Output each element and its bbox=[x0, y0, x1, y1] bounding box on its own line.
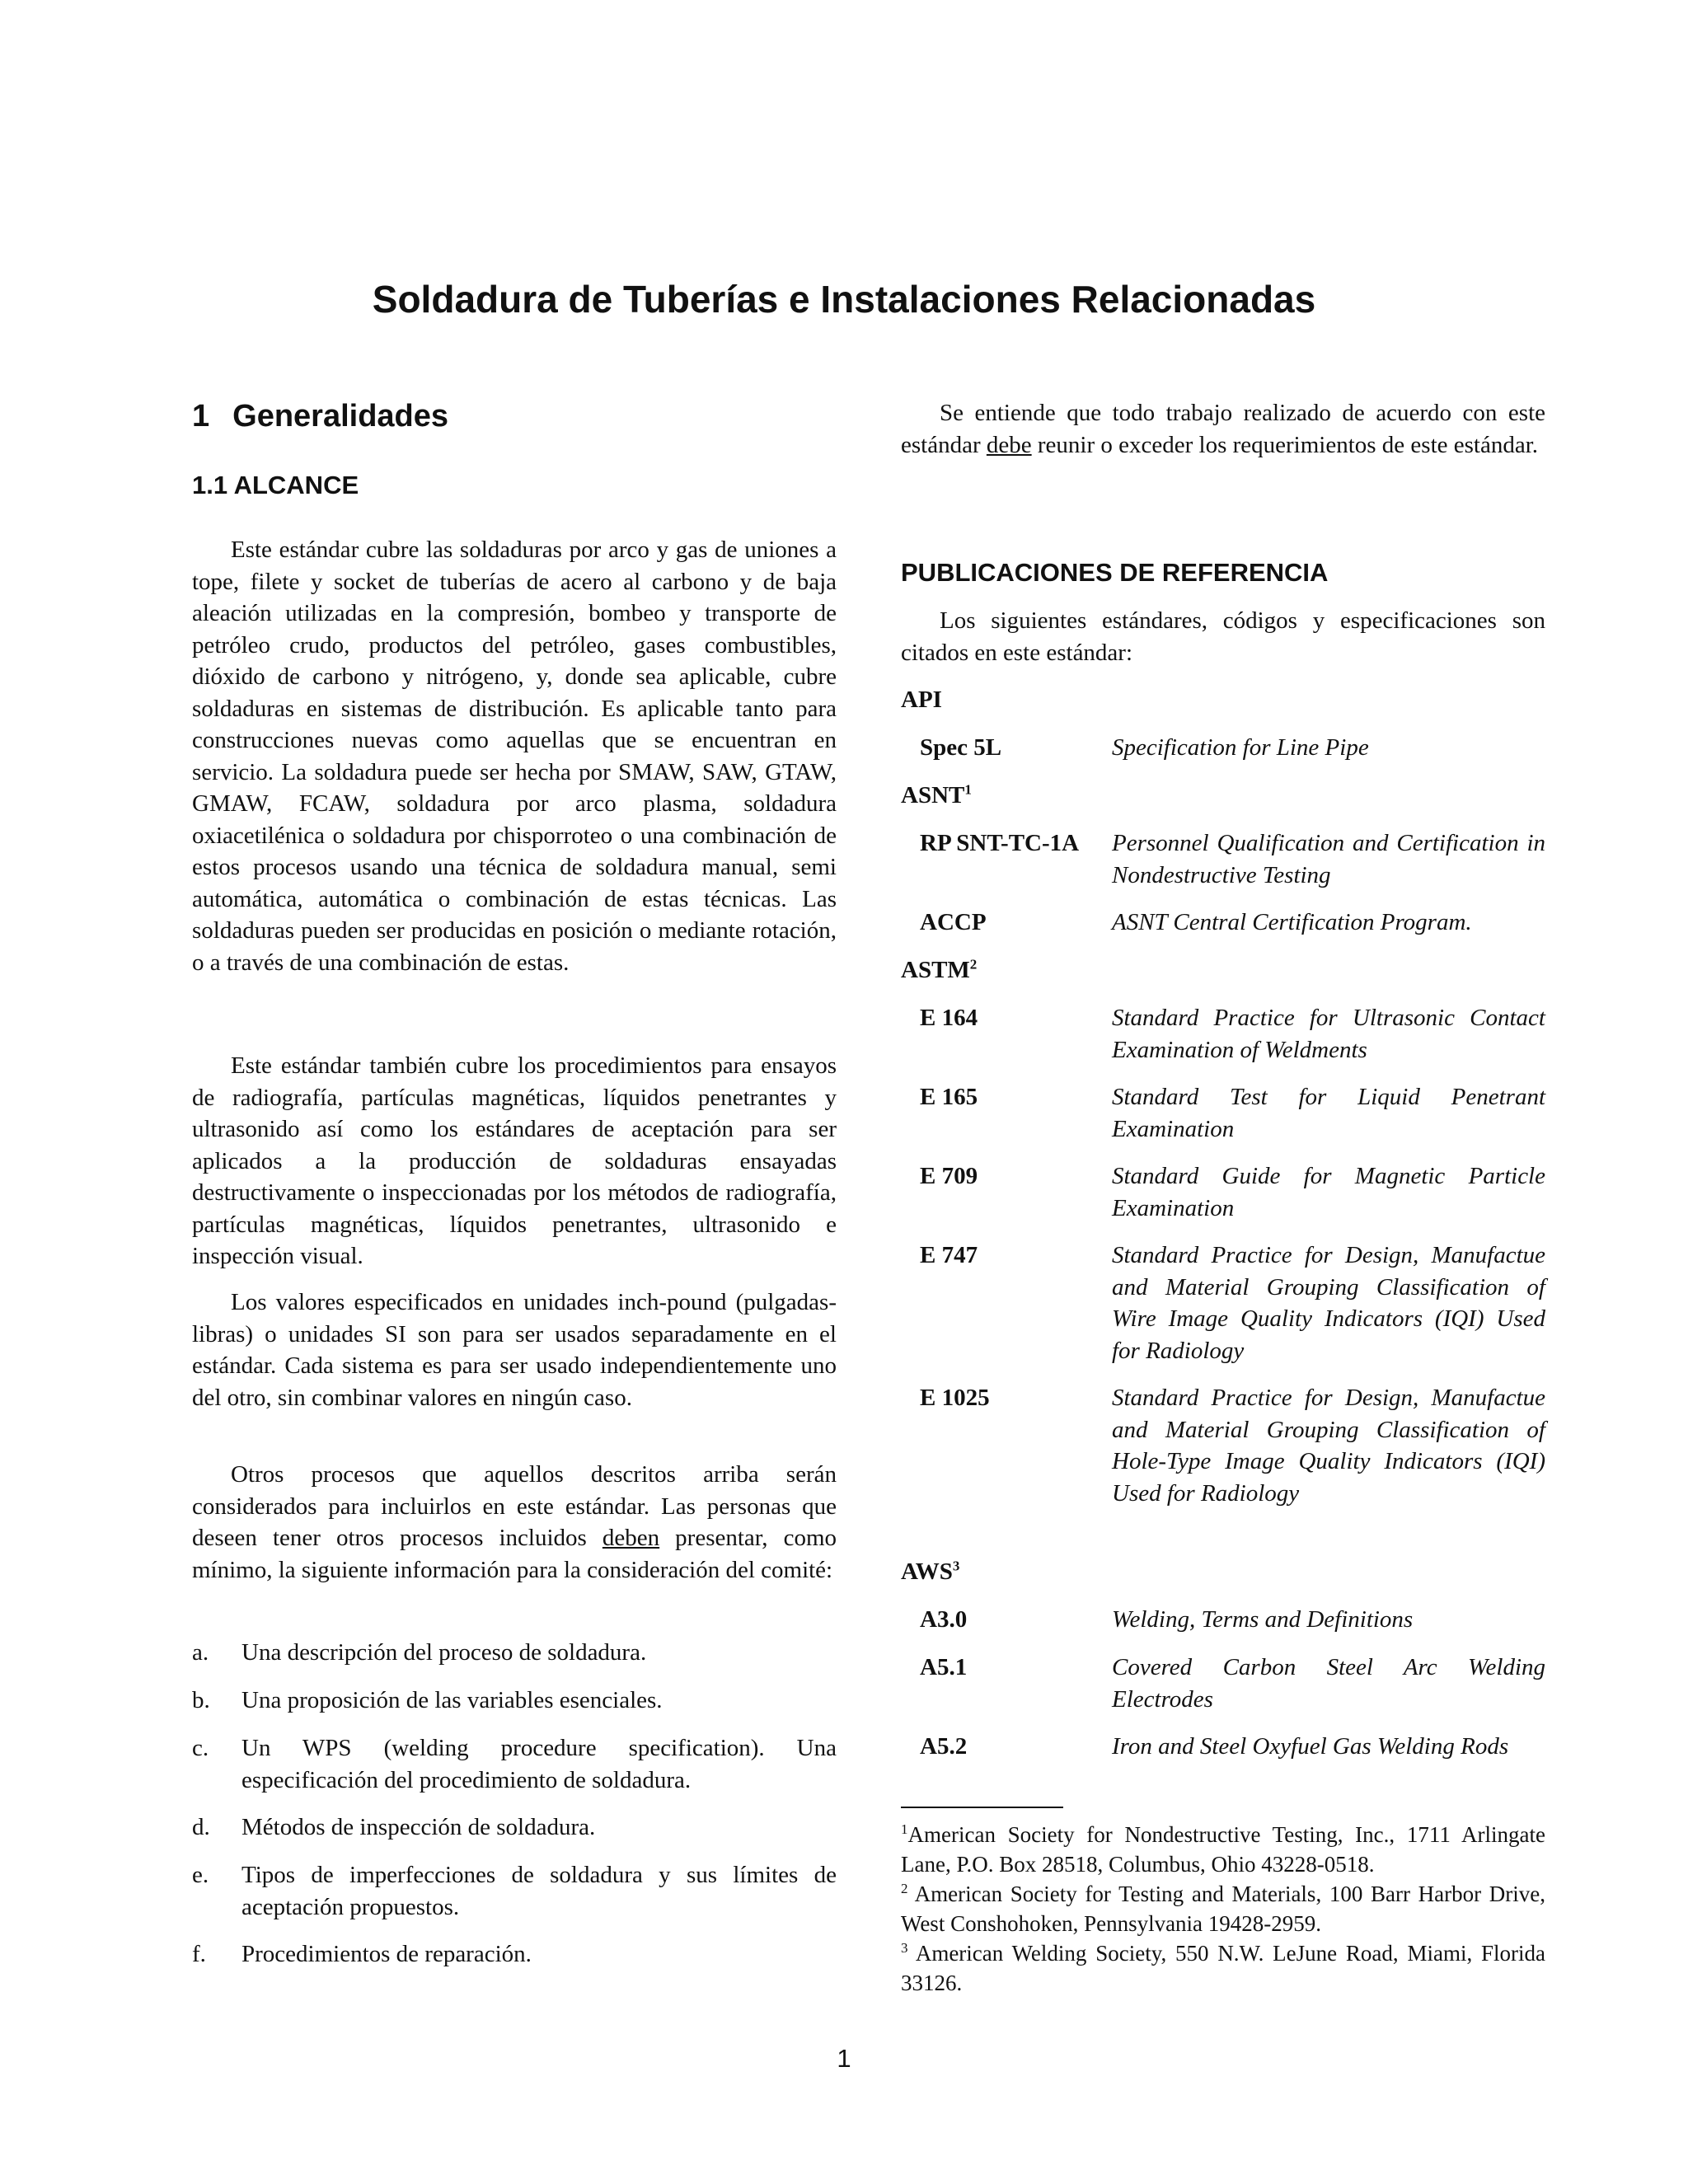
list-item bbox=[192, 1637, 837, 1669]
org-astm: ASTM$^2$ bbox=[901, 956, 978, 983]
list-item bbox=[192, 1732, 837, 1796]
list-item bbox=[192, 1685, 837, 1717]
ref-title: Personnel Qualification and Certification in Nondestructive Testing bbox=[1112, 830, 1545, 888]
footnote-mark: 1 bbox=[901, 1821, 908, 1837]
ref-code: A3.0 bbox=[920, 1606, 968, 1633]
list-marker: b. bbox=[192, 1687, 210, 1713]
list-marker: d. bbox=[192, 1814, 210, 1840]
list-item bbox=[192, 1938, 837, 1971]
paragraph-testing: Este estándar también cubre los procedimientos para ensayos de radiografía, partículas magnéticas, líquidos penetrantes y ultrasonido así como los estándares de aceptación para ser aplicados a la producción de soldaduras ensayadas destructivamente o inspeccionadas por los métodos de radiografía, partículas magnéticas, líquidos penetrantes, ultrasonido e inspección visual. bbox=[192, 1052, 837, 1269]
subsection-heading bbox=[192, 470, 359, 502]
ref-title: Standard Practice for Design, Manufactue and Material Grouping Classification of Hole-Type Image Quality Indicators (IQI) Used for Radiology bbox=[1112, 1385, 1545, 1507]
list-marker: c. bbox=[192, 1735, 209, 1761]
footnote-ref: 1 bbox=[964, 781, 972, 798]
section-title: Generalidades bbox=[232, 399, 449, 434]
footnote-mark: 2 bbox=[901, 1881, 908, 1896]
list-marker: e. bbox=[192, 1862, 209, 1888]
list-item bbox=[192, 1859, 837, 1923]
footnote bbox=[901, 1879, 1545, 1938]
footnote-text: American Society for Testing and Materials, 100 Barr Harbor Drive, West Conshohoken, Pennsylvania 19428-2959. bbox=[901, 1882, 1545, 1936]
footnote bbox=[901, 1938, 1545, 1998]
references-heading: PUBLICACIONES DE REFERENCIA bbox=[901, 558, 1329, 587]
compliance-text-a: Se entiende que todo trabajo realizado de acuerdo con este estándar bbox=[901, 400, 1545, 458]
footnote-text: American Society for Nondestructive Testing, Inc., 1711 Arlingate Lane, P.O. Box 28518, Columbus, Ohio 43228-0518. bbox=[901, 1822, 1545, 1877]
list-text: Una descripción del proceso de soldadura. bbox=[241, 1639, 647, 1666]
ref-code: Spec 5L bbox=[920, 734, 1002, 761]
footnote bbox=[901, 1820, 1545, 1879]
ref-title: Iron and Steel Oxyfuel Gas Welding Rods bbox=[1112, 1733, 1509, 1760]
footnote-text: American Welding Society, 550 N.W. LeJune Road, Miami, Florida 33126. bbox=[901, 1941, 1546, 1995]
ref-title: Standard Test for Liquid Penetrant Examination bbox=[1112, 1084, 1545, 1142]
ref-code: E 709 bbox=[920, 1163, 978, 1189]
ref-title: Covered Carbon Steel Arc Welding Electrodes bbox=[1112, 1654, 1545, 1713]
list-item bbox=[192, 1811, 837, 1844]
ref-code: E 165 bbox=[920, 1084, 978, 1110]
ref-code: E 747 bbox=[920, 1242, 978, 1268]
page-number: 1 bbox=[837, 2044, 851, 2073]
ref-title: Specification for Line Pipe bbox=[1112, 734, 1369, 761]
section-heading bbox=[192, 401, 448, 433]
list-text: Métodos de inspección de soldadura. bbox=[241, 1814, 596, 1840]
ref-code: E 1025 bbox=[920, 1385, 990, 1411]
org-api: API bbox=[901, 687, 942, 713]
subsection-number: 1.1 bbox=[192, 471, 228, 499]
ref-title: Standard Guide for Magnetic Particle Examination bbox=[1112, 1163, 1545, 1221]
list-text: Tipos de imperfecciones de soldadura y sus límites de aceptación propuestos. bbox=[241, 1862, 837, 1920]
org-asnt: ASNT$^1$ bbox=[901, 781, 972, 808]
list-marker: f. bbox=[192, 1941, 206, 1967]
ref-code: E 164 bbox=[920, 1005, 978, 1031]
section-number: 1 bbox=[192, 399, 210, 434]
paragraph-scope: Este estándar cubre las soldaduras por arco y gas de uniones a tope, filete y socket de tuberías de acero al carbono y de baja aleación utilizadas en la compresión, bombeo y transporte de petróleo crudo, productos del petróleo, gases combustibles, dióxido de carbono y nitrógeno, y, donde sea aplicable, cubre soldaduras en sistemas de distribución. Es aplicable tanto para construcciones nuevas como aquellas que se encuentran en servicio. La soldadura puede ser hecha por SMAW, SAW, GTAW, GMAW, FCAW, soldadura por arco plasma, soldadura oxiacetilénica o soldadura por chisporroteo o una combinación de estos procesos usando una técnica de soldadura manual, semi automática, automática o combinación de estas técnicas. Las soldaduras pueden ser producidas en posición o mediante rotación, o a través de una combinación de estas. bbox=[192, 537, 837, 976]
ref-code: RP SNT-TC-1A bbox=[920, 830, 1080, 856]
list-text: Procedimientos de reparación. bbox=[241, 1941, 532, 1967]
ref-title: Welding, Terms and Definitions bbox=[1112, 1606, 1414, 1633]
list-marker: a. bbox=[192, 1639, 209, 1666]
list-text: Un WPS (welding procedure specification). Una especificación del procedimiento de soldadura. bbox=[241, 1735, 837, 1793]
compliance-text-b: reunir o exceder los requerimientos de este estándar. bbox=[1037, 431, 1539, 458]
paragraph-units: Los valores especificados en unidades inch-pound (pulgadas- libras) o unidades SI son para ser usados separadamente en el estándar. Cada sistema es para ser usado independientemente uno del otro, sin combinar valores en ningún caso. bbox=[192, 1289, 837, 1411]
references-intro: Los siguientes estándares, códigos y especificaciones son citados en este estándar: bbox=[901, 607, 1545, 666]
subsection-title: ALCANCE bbox=[233, 471, 359, 499]
ref-title: Standard Practice for Design, Manufactue and Material Grouping Classification of Wire Image Quality Indicators (IQI) Used for Radiology bbox=[1112, 1242, 1545, 1364]
document-title: Soldadura de Tuberías e Instalaciones Relacionadas bbox=[372, 278, 1316, 321]
list-text: Una proposición de las variables esenciales. bbox=[241, 1687, 663, 1713]
ref-code: A5.1 bbox=[920, 1654, 968, 1680]
paragraph-other-processes bbox=[192, 1459, 837, 1586]
ref-title: ASNT Central Certification Program. bbox=[1112, 909, 1472, 935]
underlined-word: deben bbox=[602, 1525, 660, 1551]
footnote-ref: 2 bbox=[969, 956, 978, 972]
other-processes-text-a: Otros procesos que aquellos descritos arriba serán considerados para incluirlos en este estándar. Las personas que deseen tener otros procesos incluidos bbox=[192, 1461, 837, 1551]
paragraph-compliance bbox=[901, 397, 1545, 461]
org-aws: AWS$^3$ bbox=[901, 1558, 960, 1585]
footnote-ref: 3 bbox=[952, 1558, 960, 1574]
other-processes-text-b: presentar, como mínimo, la siguiente información para la consideración del comité: bbox=[192, 1525, 837, 1583]
footnote-mark: 3 bbox=[901, 1940, 908, 1956]
ref-title: Standard Practice for Ultrasonic Contact Examination of Weldments bbox=[1112, 1005, 1545, 1063]
ref-code: ACCP bbox=[920, 909, 987, 935]
footnote-separator bbox=[901, 1807, 1063, 1808]
underlined-word: debe bbox=[986, 431, 1032, 458]
ref-code: A5.2 bbox=[920, 1733, 968, 1760]
